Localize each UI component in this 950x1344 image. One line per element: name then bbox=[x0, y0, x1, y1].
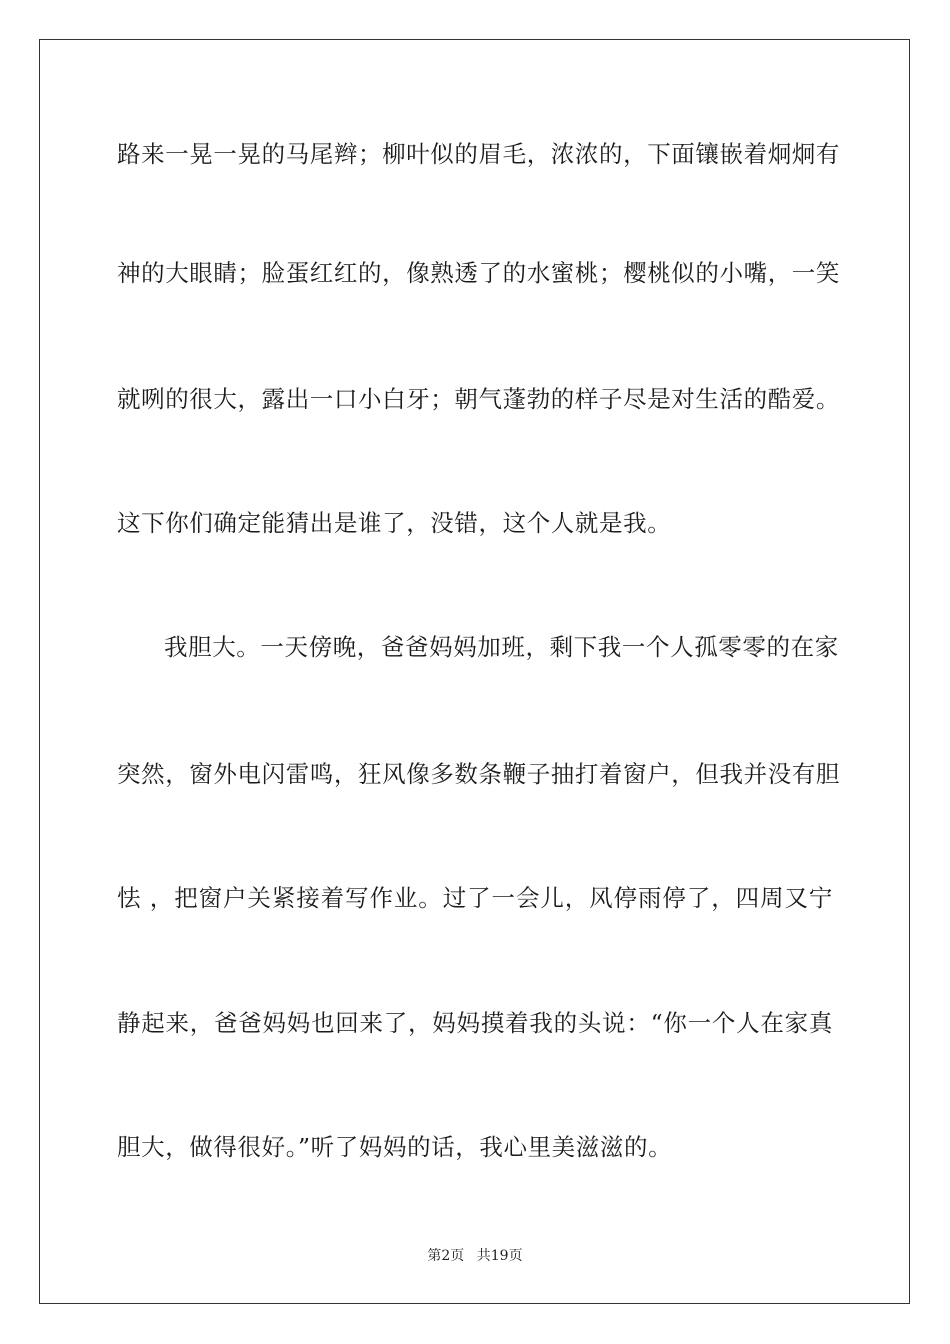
text-line-3: 就咧的很大，露出一口小白牙；朝气蓬勃的样子尽是对生活的酷爱。 bbox=[117, 385, 840, 413]
text-line-2: 神的大眼睛；脸蛋红红的，像熟透了的水蜜桃；樱桃似的小嘴，一笑 bbox=[117, 259, 840, 287]
page-border bbox=[39, 39, 910, 1304]
page-footer bbox=[0, 1247, 950, 1265]
paragraph-2-line-3: 怯 ，把窗户关紧接着写作业。过了一会儿，风停雨停了，四周又宁 bbox=[117, 884, 833, 912]
paragraph-2-line-5: 胆大，做得很好。”听了妈妈的话，我心里美滋滋的。 bbox=[117, 1133, 673, 1161]
text-line-4: 这下你们确定能猜出是谁了，没错，这个人就是我。 bbox=[117, 509, 672, 537]
paragraph-2-line-2: 突然，窗外电闪雷鸣，狂风像多数条鞭子抽打着窗户，但我并没有胆 bbox=[117, 760, 840, 788]
page-number: 第2页 bbox=[427, 1248, 465, 1264]
page-total: 共19页 bbox=[476, 1248, 523, 1264]
paragraph-2-line-1: 我胆大。一天傍晚，爸爸妈妈加班，剩下我一个人孤零零的在家 bbox=[164, 633, 839, 661]
text-line-1: 路来一晃一晃的马尾辫；柳叶似的眉毛，浓浓的，下面镶嵌着炯炯有 bbox=[117, 140, 840, 168]
paragraph-2-line-4: 静起来，爸爸妈妈也回来了，妈妈摸着我的头说：“你一个人在家真 bbox=[117, 1009, 833, 1037]
